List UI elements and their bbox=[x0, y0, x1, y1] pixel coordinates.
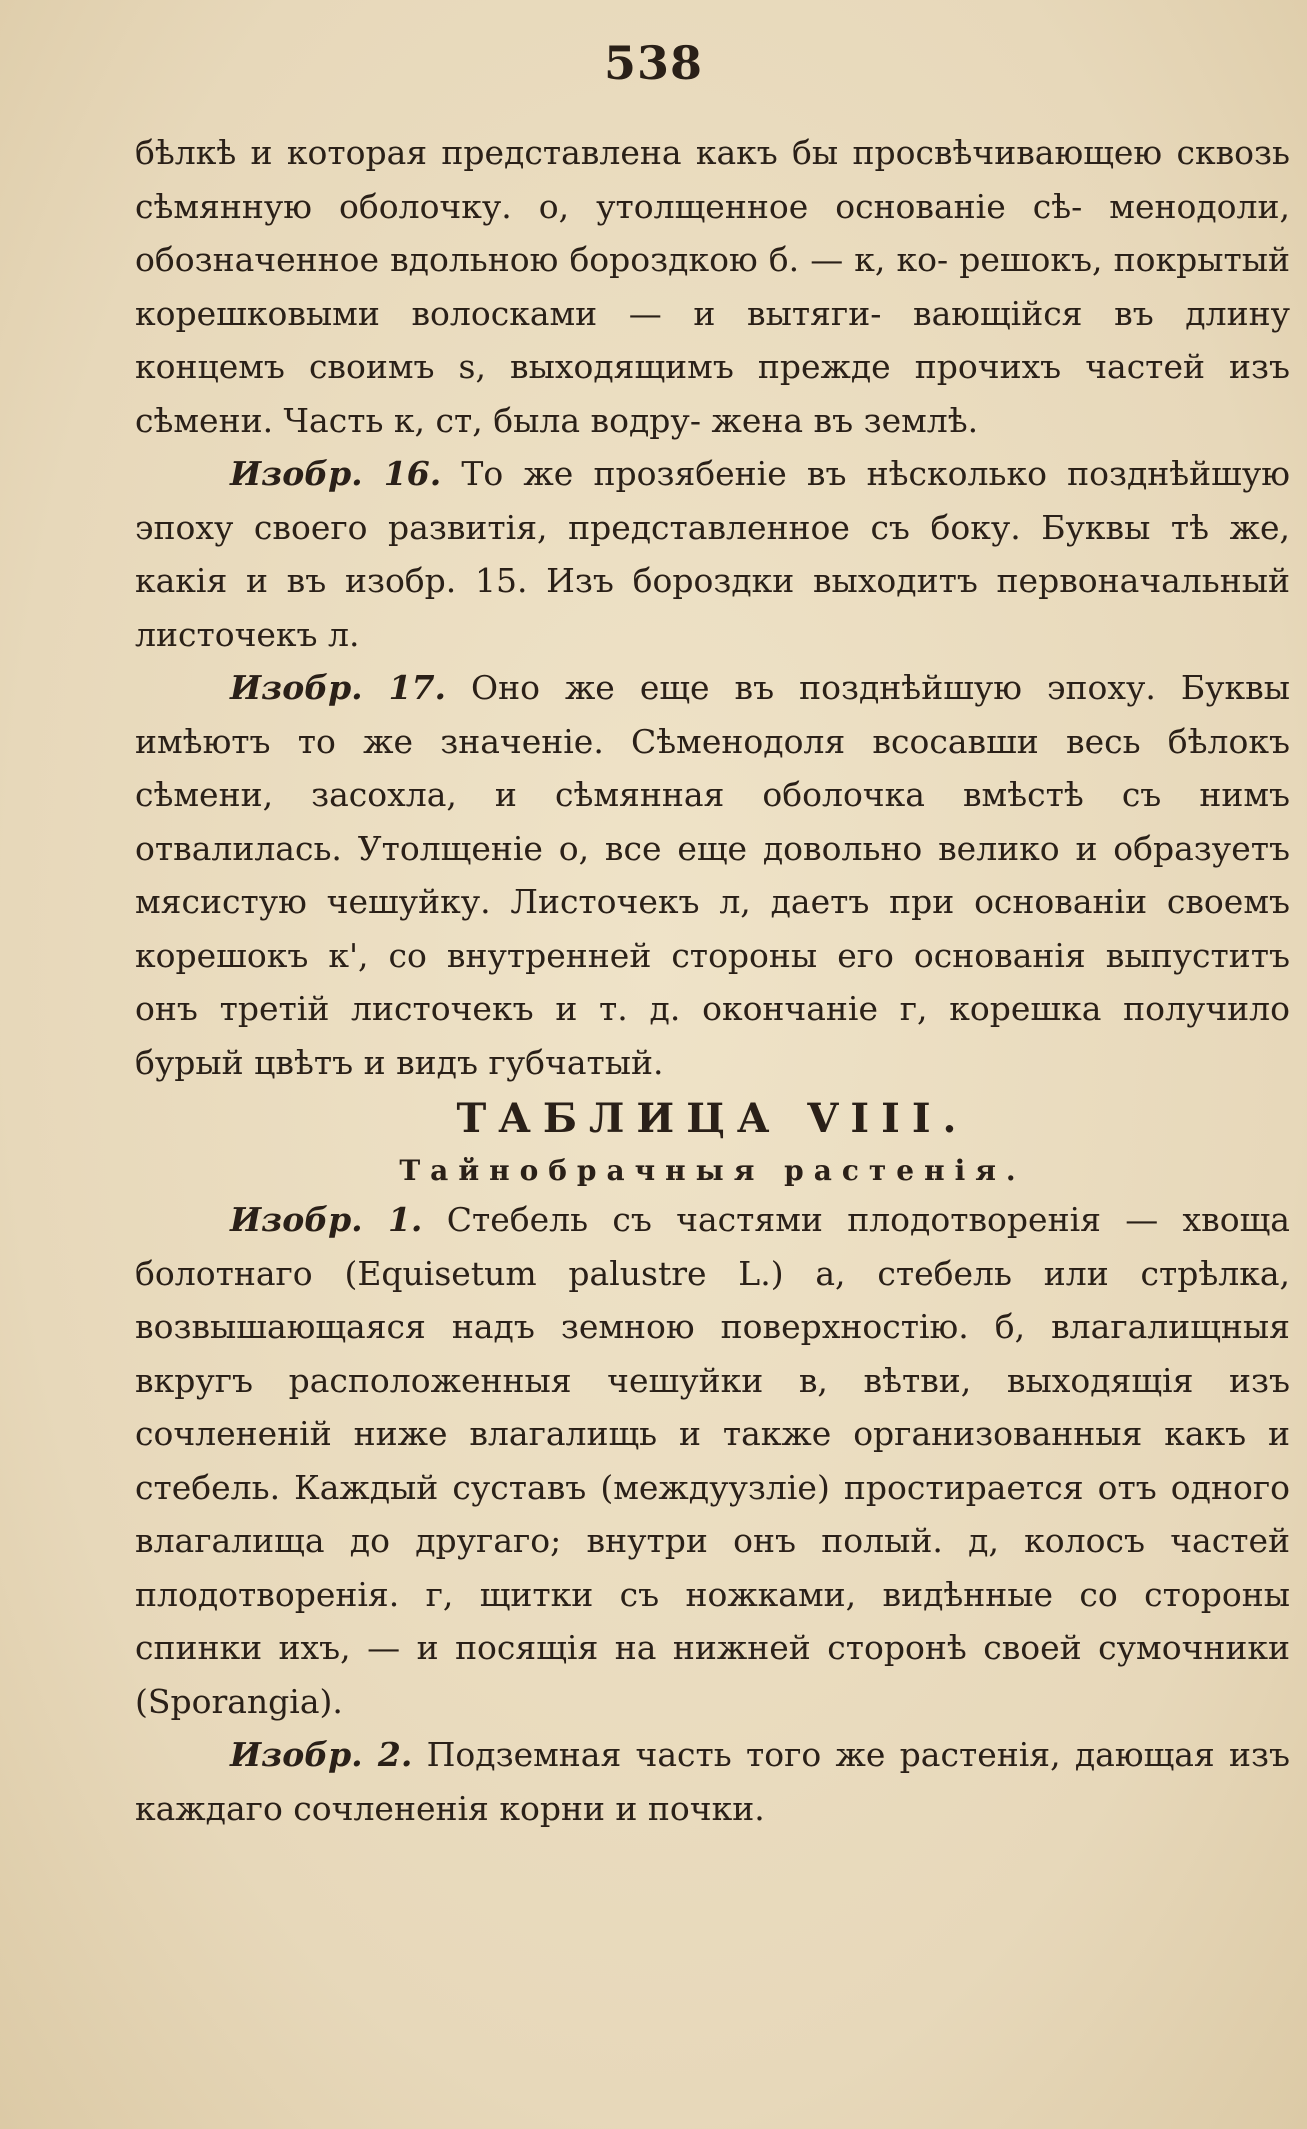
figure-17-paragraph bbox=[135, 661, 1290, 1089]
figure-label: Изобр. 1. bbox=[230, 1200, 423, 1239]
intro-line: прочихъ частей изъ сѣмени. Часть к, ст, была водру- bbox=[135, 347, 1290, 440]
intro-line: решокъ, покрытый корешковыми волосками — и вытяги- bbox=[135, 240, 1290, 333]
intro-line: сквозь сѣмянную оболочку. о, утолщенное основанiе сѣ- bbox=[135, 133, 1290, 226]
figure-1-paragraph bbox=[135, 1193, 1290, 1728]
plate-title: ТАБЛИЦА VIII. bbox=[456, 1095, 969, 1142]
plate-subtitle: Тайнобрачныя растенiя. bbox=[399, 1154, 1026, 1187]
figure-label: Изобр. 17. bbox=[230, 668, 447, 707]
figure-label: Изобр. 2. bbox=[230, 1735, 413, 1774]
figure-text: Оно же еще въ позднѣйшую эпоху. Буквы имѣютъ то же значенiе. Сѣменодоля всосавши весь бѣлокъ сѣмени, засохла, и сѣмянная оболочка вмѣстѣ съ нимъ отвалилась. Утолщенiе о, все еще довольно велико и образуетъ мясистую чешуйку. Листочекъ л, даетъ при основанiи своемъ корешокъ к', со внутренней стороны его основанiя выпуститъ онъ третiй листочекъ и т. д. окончанiе г, корешка получило бурый цвѣтъ и видъ губчатый. bbox=[135, 668, 1290, 1082]
figure-label: Изобр. 16. bbox=[230, 454, 442, 493]
intro-line: бѣлкѣ и которая представлена какъ бы просвѣчивающею bbox=[135, 133, 1163, 172]
continued-paragraph bbox=[135, 126, 1290, 447]
page-number: 538 bbox=[603, 36, 704, 90]
intro-line: жена въ землѣ. bbox=[711, 400, 979, 440]
figure-text: Стебель съ частями плодотворенiя — хвоща болотнаго (Equisetum palustre L.) а, стебель или стрѣлка, возвышающаяся надъ земною поверхностiю. б, влагалищныя вкругъ расположенныя чешуйки в, вѣтви, выходящiя изъ сочлененiй ниже влагалищь и также организованныя какъ и стебель. Каждый суставъ (междуузлiе) простирается отъ одного влагалища до другаго; внутри онъ полый. д, колосъ частей плодотворенiя. г, щитки съ ножками, видѣнные со стороны спинки ихъ, — и посящiя на нижней сторонѣ своей сумочники (Sporangia). bbox=[135, 1200, 1290, 1721]
intro-line: вающiйся въ длину концемъ своимъ s, выходящимъ прежде bbox=[135, 293, 1290, 386]
figure-text: Подземная часть того же растенiя, дающая изъ каждаго сочлененiя корни и почки. bbox=[135, 1735, 1290, 1828]
figure-text: То же прозябенiе въ нѣсколько позднѣйшую эпоху своего развитiя, представленное съ боку. Буквы тѣ же, какiя и въ изобр. 15. Изъ бороздки выходитъ первоначальный листочекъ л. bbox=[135, 454, 1290, 654]
page-body bbox=[135, 126, 1290, 1835]
figure-2-paragraph bbox=[135, 1728, 1290, 1835]
intro-line: менодоли, обозначенное вдольною бороздкою б. — к, ко- bbox=[135, 186, 1290, 279]
figure-16-paragraph bbox=[135, 447, 1290, 661]
